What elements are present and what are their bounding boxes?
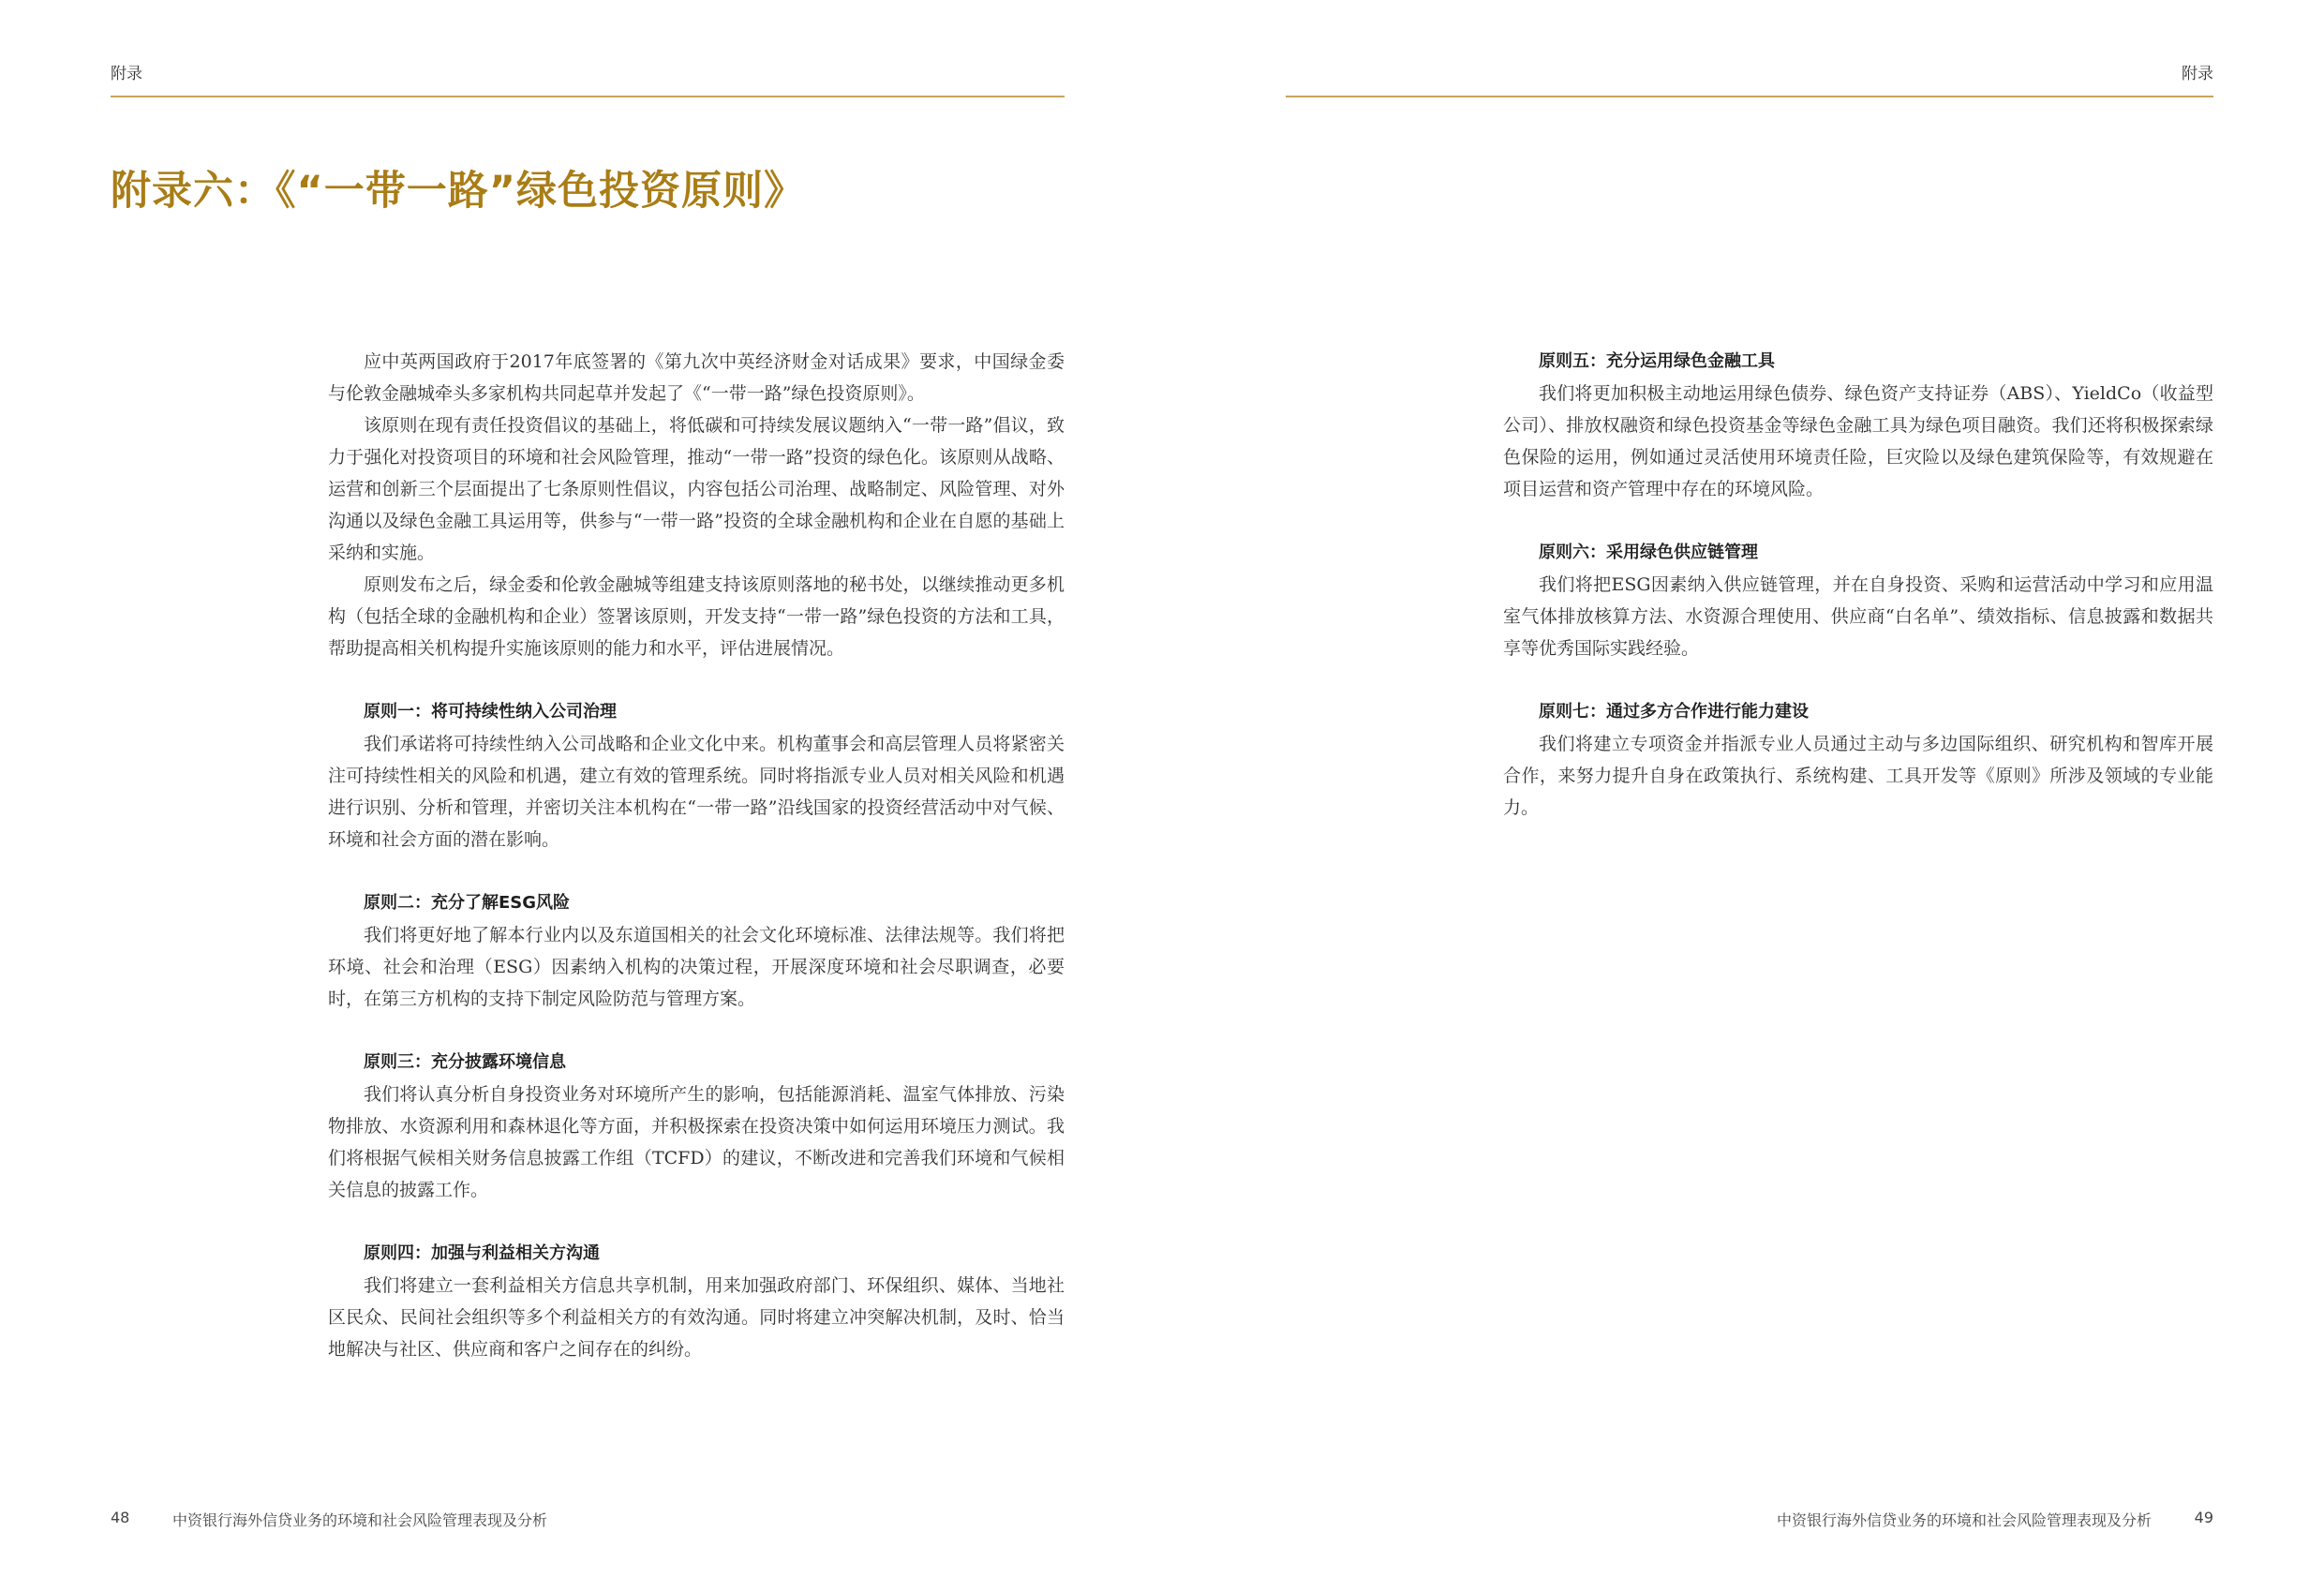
- intro-section: [328, 346, 1065, 664]
- principle-heading: 原则四：加强与利益相关方沟通: [364, 1243, 600, 1263]
- principle-body: 我们将建立一套利益相关方信息共享机制，用来加强政府部门、环保组织、媒体、当地社区民众、民间社会组织等多个利益相关方的有效沟通。同时将建立冲突解决机制，及时、恰当地解决与社区、供应商和客户之间存在的纠纷。: [328, 1275, 1065, 1360]
- principle-section: [328, 887, 1065, 1015]
- left-text-column: [328, 346, 1065, 1365]
- principle-section: [328, 1238, 1065, 1365]
- intro-paragraph: 应中英两国政府于2017年底签署的《第九次中英经济财金对话成果》要求，中国绿金委与伦敦金融城牵头多家机构共同起草并发起了《“一带一路”绿色投资原则》。: [328, 351, 1065, 404]
- principle-section: [1503, 696, 2213, 824]
- principle-heading: 原则二：充分了解ESG风险: [364, 893, 571, 913]
- principle-body: 我们将把ESG因素纳入供应链管理，并在自身投资、采购和运营活动中学习和应用温室气体排放核算方法、水资源合理使用、供应商“白名单”、绩效指标、信息披露和数据共享等优秀国际实践经验。: [1503, 574, 2213, 659]
- principle-body: 我们将认真分析自身投资业务对环境所产生的影响，包括能源消耗、温室气体排放、污染物排放、水资源利用和森林退化等方面，并积极探索在投资决策中如何运用环境压力测试。我们将根据气候相关财务信息披露工作组（TCFD）的建议，不断改进和完善我们环境和气候相关信息的披露工作。: [328, 1084, 1065, 1200]
- page-number: 49: [2194, 1509, 2213, 1526]
- footer-title: 中资银行海外信贷业务的环境和社会风险管理表现及分析: [172, 1511, 548, 1529]
- principle-heading: 原则五：充分运用绿色金融工具: [1539, 351, 1775, 371]
- principle-body: 我们将更好地了解本行业内以及东道国相关的社会文化环境标准、法律法规等。我们将把环境、社会和治理（ESG）因素纳入机构的决策过程，开展深度环境和社会尽职调查，必要时，在第三方机构的支持下制定风险防范与管理方案。: [328, 925, 1065, 1009]
- header-divider: [1286, 96, 2213, 97]
- running-header: 附录: [2182, 65, 2213, 83]
- appendix-title: 附录六：《“一带一路”绿色投资原则》: [111, 168, 806, 215]
- intro-paragraph: 该原则在现有责任投资倡议的基础上，将低碳和可持续发展议题纳入“一带一路”倡议，致力于强化对投资项目的环境和社会风险管理，推动“一带一路”投资的绿色化。该原则从战略、运营和创新三个层面提出了七条原则性倡议，内容包括公司治理、战略制定、风险管理、对外沟通以及绿色金融工具运用等，供参与“一带一路”投资的全球金融机构和企业在自愿的基础上采纳和实施。: [328, 415, 1065, 563]
- principle-section: [328, 696, 1065, 855]
- footer-title: 中资银行海外信贷业务的环境和社会风险管理表现及分析: [1776, 1511, 2152, 1529]
- running-header: 附录: [111, 65, 142, 83]
- principle-body: 我们将更加积极主动地运用绿色债券、绿色资产支持证券（ABS）、YieldCo（收益型公司）、排放权融资和绿色投资基金等绿色金融工具为绿色项目融资。我们还将积极探索绿色保险的运用，例如通过灵活使用环境责任险，巨灾险以及绿色建筑保险等，有效规避在项目运营和资产管理中存在的环境风险。: [1503, 383, 2213, 499]
- principle-section: [328, 1047, 1065, 1206]
- right-page: [1162, 0, 2324, 1577]
- principle-section: [1503, 346, 2213, 505]
- intro-paragraph: 原则发布之后，绿金委和伦敦金融城等组建支持该原则落地的秘书处，以继续推动更多机构（包括全球的金融机构和企业）签署该原则，开发支持“一带一路”绿色投资的方法和工具，帮助提高相关机构提升实施该原则的能力和水平，评估进展情况。: [328, 574, 1065, 659]
- header-divider: [111, 96, 1065, 97]
- page-number: 48: [111, 1509, 130, 1526]
- principle-heading: 原则三：充分披露环境信息: [364, 1052, 566, 1072]
- principle-heading: 原则六：采用绿色供应链管理: [1539, 543, 1758, 562]
- principle-body: 我们承诺将可持续性纳入公司战略和企业文化中来。机构董事会和高层管理人员将紧密关注可持续性相关的风险和机遇，建立有效的管理系统。同时将指派专业人员对相关风险和机遇进行识别、分析和管理，并密切关注本机构在“一带一路”沿线国家的投资经营活动中对气候、环境和社会方面的潜在影响。: [328, 734, 1065, 850]
- right-text-column: [1503, 346, 2213, 824]
- principle-heading: 原则一：将可持续性纳入公司治理: [364, 702, 617, 722]
- principle-heading: 原则七：通过多方合作进行能力建设: [1539, 702, 1809, 722]
- principle-body: 我们将建立专项资金并指派专业人员通过主动与多边国际组织、研究机构和智库开展合作，来努力提升自身在政策执行、系统构建、工具开发等《原则》所涉及领域的专业能力。: [1503, 734, 2213, 818]
- principle-section: [1503, 537, 2213, 664]
